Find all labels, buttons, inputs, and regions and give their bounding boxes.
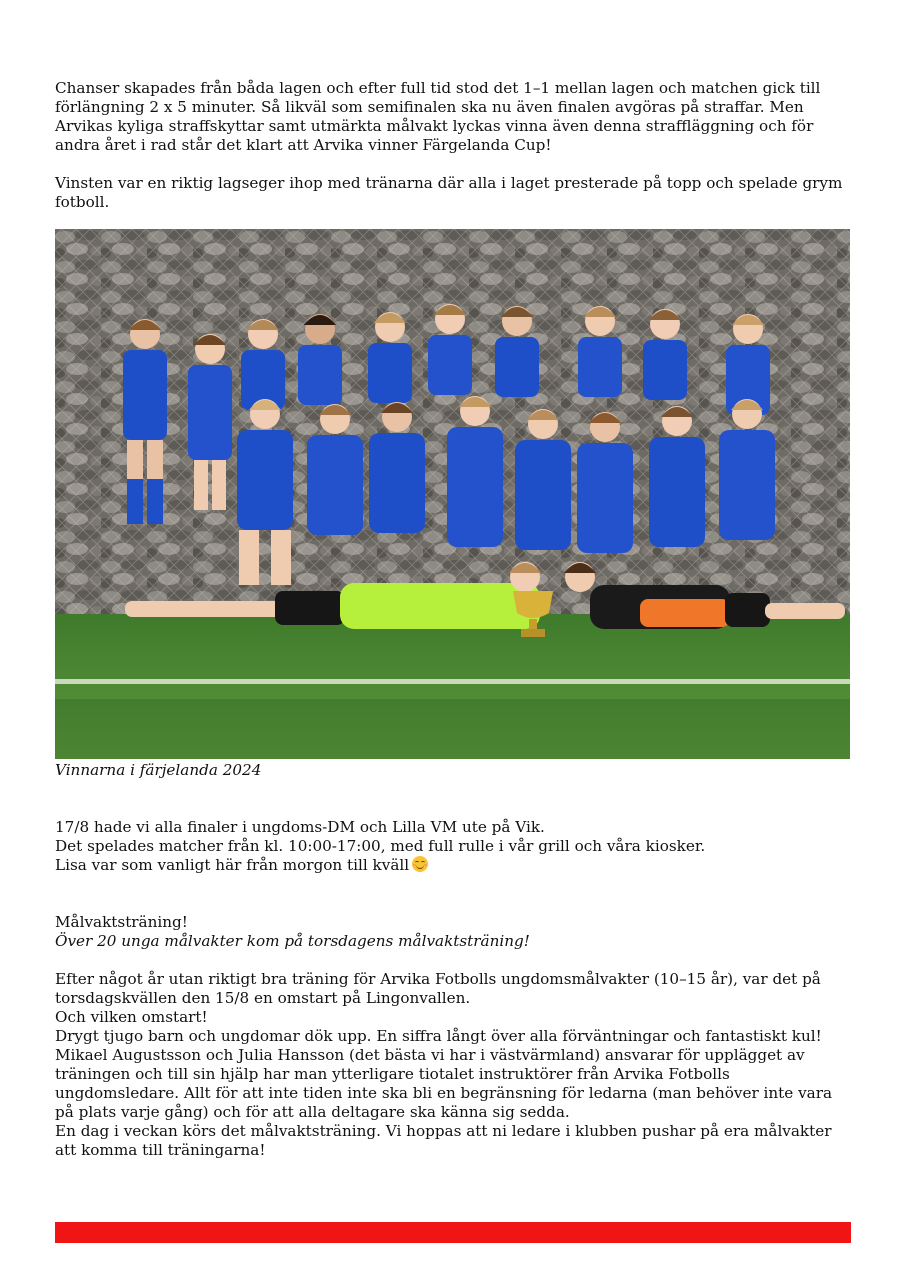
photo-caption: Vinnarna i färjelanda 2024 bbox=[55, 761, 262, 779]
intro-paragraph-1: Chanser skapades från båda lagen och efter full tid stod det 1–1 mellan lagen och matchen gick till förlängning 2 x 5 minuter. Så likväl som semifinalen ska nu även finalen avgöras på straffar. Men Arvikas kyliga straffskyttar samt utmärkta målvakt lyckas vinna även denna straffläggning och för andra året i rad står det klart att Arvika vinner Färgelanda Cup! bbox=[55, 79, 821, 154]
goalkeeper-heading: Målvaktsträning! bbox=[55, 913, 188, 931]
finals-line-2: Det spelades matcher från kl. 10:00-17:00, med full rulle i vår grill och våra kiosker. bbox=[55, 837, 706, 855]
team-photo-image bbox=[55, 229, 850, 759]
goalkeeper-paragraph-line-5: En dag i veckan körs det målvaktsträning. Vi hoppas att ni ledare i klubben pushar på era målvakter att komma till träningarna! bbox=[55, 1122, 832, 1159]
goalkeeper-paragraph-line-3: Drygt tjugo barn och ungdomar dök upp. En siffra långt över alla förväntningar och fantastiskt kul! bbox=[55, 1027, 822, 1045]
goalkeeper-paragraph-line-1: Efter något år utan riktigt bra träning för Arvika Fotbolls ungdomsmålvakter (10–15 år), var det på torsdagskvällen den 15/8 en omstart på Lingonvallen. bbox=[55, 970, 821, 1007]
footer-bar bbox=[55, 1222, 851, 1243]
document-page bbox=[55, 79, 850, 1160]
finals-line-3 bbox=[55, 856, 850, 875]
goalkeeper-paragraph-line-2: Och vilken omstart! bbox=[55, 1008, 208, 1026]
smiling-face-icon bbox=[412, 856, 428, 872]
intro-paragraph-2: Vinsten var en riktig lagseger ihop med tränarna där alla i laget presterade på topp och spelade grym fotboll. bbox=[55, 174, 843, 211]
team-photo bbox=[55, 229, 850, 759]
finals-line-1: 17/8 hade vi alla finaler i ungdoms-DM och Lilla VM ute på Vik. bbox=[55, 818, 545, 836]
finals-line-3-text: Lisa var som vanligt här från morgon till kväll bbox=[55, 856, 410, 874]
goalkeeper-paragraph-line-4: Mikael Augustsson och Julia Hansson (det bästa vi har i västvärmland) ansvarar för upplägget av träningen och till sin hjälp har man ytterligare tiotalet instruktörer från Arvika Fotbolls ungdomsledare. Allt för att inte tiden inte ska bli en begränsning för ledarna (man behöver inte vara på plats varje gång) och för att alla deltagare ska känna sig sedda. bbox=[55, 1046, 833, 1121]
goalkeeper-subheading: Över 20 unga målvakter kom på torsdagens målvaktsträning! bbox=[55, 932, 530, 950]
